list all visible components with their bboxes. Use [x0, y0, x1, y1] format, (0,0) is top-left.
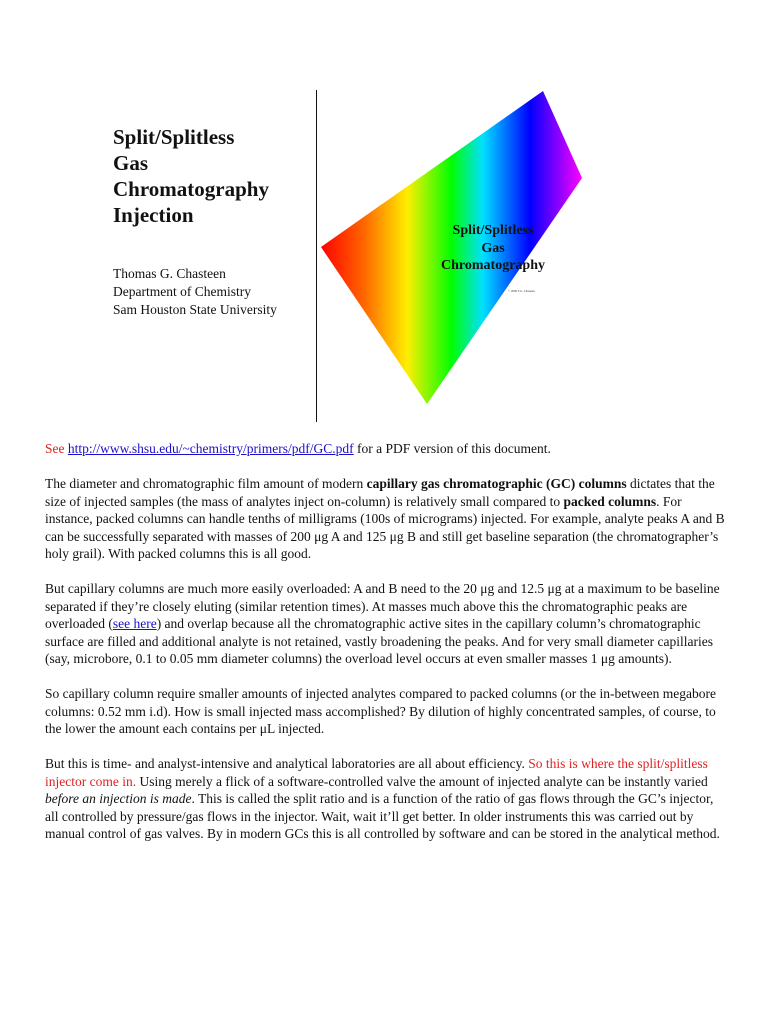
paragraph-columns — [45, 475, 725, 563]
cover-copyright: © 2000 T.G. Chasteen — [508, 289, 535, 293]
text-run: Using merely a flick of a software-controlled valve the amount of injected analyte can be instantly varied — [136, 773, 708, 789]
title-line-3: Chromatography — [113, 177, 269, 201]
title-line-2: Gas — [113, 151, 149, 175]
paragraph-pdf-link — [45, 440, 725, 458]
cover-title — [412, 222, 574, 275]
pdf-link[interactable]: http://www.shsu.edu/~chemistry/primers/pdf/GC.pdf — [67, 441, 354, 456]
text-run: But this is time- and analyst-intensive and analytical laboratories are all about efficiency. — [45, 756, 529, 771]
cover-title-line-3: Chromatography — [441, 258, 545, 273]
bold-capillary-columns: capillary gas chromatographic (GC) columns — [366, 476, 627, 491]
text-run: . For instance, packed columns can handle tenths of milligrams (100s of micrograms) injected. For example, analyte peaks A and B can be successfully separated with masses of 200 μg A and 125 μg B and still get baseline separation (the chromatographer’s holy grail). With packed columns this is all good. — [45, 493, 725, 561]
italic-before-injection: before an injection is made — [45, 791, 192, 806]
cover-title-line-2: Gas — [481, 240, 505, 256]
title-line-1: Split/Splitless — [113, 125, 235, 149]
text-run: But capillary columns are much more easily overloaded: A and B need to the 20 μg and 12.5 μg at a maximum to be baseline separated if they’re closely eluting (similar retention times). At masses much above this the chromatographic peaks are overloaded ( — [45, 581, 720, 631]
text-run: dictates that the size of injected samples (the mass of analytes inject on-column) is relatively small compared to — [45, 476, 715, 509]
author-name: Thomas G. Chasteen — [113, 266, 226, 281]
text-run: . This is called the split ratio and is a function of the ratio of gas flows through the GC’s injector, all controlled by pressure/gas flows in the injector. Wait, wait it’ll get better. In older instruments this was carried out by manual control of gas valves. By in modern GCs this is all controlled by software and can be stored in the analytical method. — [45, 791, 720, 841]
vertical-divider — [316, 90, 317, 422]
paragraph-dilution: So capillary column require smaller amounts of injected analytes compared to packed columns (or the in-between megabore columns: 0.52 mm i.d). How is small injected mass accomplished? By dilution of highly concentrated samples, of course, to the lower the amount each contains per μL injected. — [45, 686, 717, 736]
highlight-injector: So this is where the split/splitless injector come in. — [45, 756, 708, 789]
see-label: See — [45, 441, 65, 456]
document-title — [113, 124, 269, 228]
document-body — [45, 440, 725, 860]
text-run: The diameter and chromatographic film amount of modern — [45, 476, 367, 491]
text-run: ) and overlap because all the chromatographic active sites in the capillary column’s chromatographic surface are filled and additional analyte is not retained, vastly broadening the peaks. And for very small diameter capillaries (say, microbore, 0.1 to 0.05 mm diameter columns) the overload level occurs at even smaller masses 1 μg amounts). — [45, 616, 714, 666]
paragraph-overload — [45, 580, 725, 668]
bold-packed-columns: packed columns — [563, 493, 657, 509]
pdf-link-rest: for a PDF version of this document. — [353, 441, 551, 456]
author-block — [113, 265, 277, 319]
title-line-4: Injection — [113, 203, 194, 227]
cover-title-line-1: Split/Splitless — [452, 223, 534, 238]
paragraph-split-injector — [45, 755, 725, 843]
author-department: Department of Chemistry — [113, 284, 251, 299]
author-university: Sam Houston State University — [113, 302, 277, 317]
see-here-link[interactable]: see here — [112, 616, 157, 631]
